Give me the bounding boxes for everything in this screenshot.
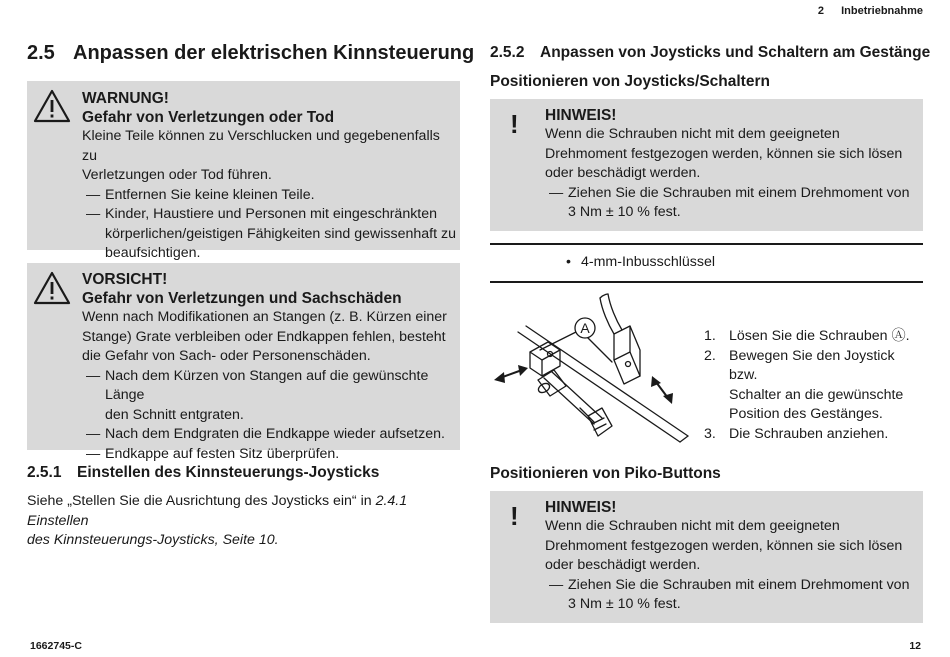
reference-text: Siehe „Stellen Sie die Ausrichtung des Joysticks ein“ in — [27, 493, 376, 509]
chapter-number: 2 — [817, 5, 825, 17]
warning-text — [82, 127, 457, 264]
list-item — [82, 445, 457, 465]
warning-label: WARNUNG! — [82, 90, 169, 107]
subheading-joysticks: Positionieren von Joysticks/Schaltern — [490, 73, 770, 90]
section-2-5-heading — [27, 42, 474, 65]
caution-text-line: Wenn nach Modifikationen an Stangen (z. B. Kürzen einer — [82, 309, 447, 325]
section-number: 2.5.1 — [27, 464, 62, 481]
section-title: Anpassen von Joysticks und Schaltern am Gestänge — [540, 44, 931, 61]
cross-reference[interactable]: des Kinnsteuerungs-Joysticks, Seite 10. — [27, 532, 279, 548]
list-item — [82, 205, 457, 264]
notice-box-1 — [490, 99, 923, 231]
running-header — [818, 5, 923, 17]
step-item — [704, 327, 924, 347]
tools-item — [566, 253, 715, 273]
notice-exclamation-icon: ! — [510, 109, 519, 139]
list-text: Ziehen Sie die Schrauben mit einem Drehmoment von — [568, 184, 910, 201]
notice-text-line: Wenn die Schrauben nicht mit dem geeigneten — [545, 126, 840, 142]
bullet: • — [566, 254, 571, 270]
section-2-5-1-text — [27, 492, 457, 551]
subheading-piko-buttons: Positionieren von Piko-Buttons — [490, 465, 721, 482]
caution-box — [27, 263, 460, 462]
steps-list — [704, 327, 924, 444]
joystick-mount-illustration — [490, 290, 690, 450]
list-dash: — — [86, 186, 101, 203]
step-item — [704, 347, 924, 425]
warning-triangle-icon — [33, 89, 71, 123]
notice-text-line: Wenn die Schrauben nicht mit dem geeigneten — [545, 518, 840, 534]
list-text: körperlichen/geistigen Fähigkeiten sind gewissenhaft zu — [105, 225, 456, 242]
list-item — [82, 367, 457, 426]
step-text: Position des Gestänges. — [729, 406, 883, 422]
notice-text — [545, 125, 917, 223]
notice-text-line: Drehmoment festgezogen werden, können sie sich lösen — [545, 537, 903, 554]
notice-exclamation-icon: ! — [510, 501, 519, 531]
list-dash: — — [549, 576, 564, 593]
doc-number: 1662745-C — [30, 640, 82, 652]
section-2-5-1-heading — [27, 464, 379, 482]
list-text: den Schnitt entgraten. — [105, 406, 244, 423]
list-text: 3 Nm ± 10 % fest. — [568, 596, 681, 612]
warning-text-line: Verletzungen oder Tod führen. — [82, 167, 272, 183]
step-number: 3. — [704, 425, 716, 442]
section-number: 2.5.2 — [490, 44, 525, 61]
section-2-5-2-heading — [490, 44, 930, 62]
list-text: Endkappe auf festen Sitz überprüfen. — [105, 445, 340, 462]
section-title: Anpassen der elektrischen Kinnsteuerung — [73, 42, 475, 64]
step-text: Lösen Sie die Schrauben Ⓐ. — [729, 328, 910, 344]
list-text: Nach dem Kürzen von Stangen auf die gewünschte Länge — [105, 367, 429, 403]
step-text: Die Schrauben anziehen. — [729, 425, 889, 442]
divider — [490, 243, 923, 245]
notice-label: HINWEIS! — [545, 499, 617, 516]
list-item — [545, 184, 917, 223]
tools-text: 4-mm-Inbusschlüssel — [580, 254, 716, 270]
step-text: Bewegen Sie den Joystick bzw. — [729, 347, 895, 383]
list-text: Kinder, Haustiere und Personen mit eingeschränkten — [105, 206, 438, 222]
caution-text-line: die Gefahr von Sach- oder Personenschäden. — [82, 348, 371, 364]
notice-label: HINWEIS! — [545, 107, 617, 124]
notice-box-2 — [490, 491, 923, 623]
section-number: 2.5 — [27, 42, 55, 64]
list-dash: — — [86, 426, 101, 442]
chapter-title: Inbetriebnahme — [841, 5, 923, 17]
caution-text — [82, 308, 457, 464]
list-dash: — — [86, 445, 101, 462]
callout-label: A — [580, 320, 590, 336]
notice-text-line: Drehmoment festgezogen werden, können sie sich lösen — [545, 145, 903, 162]
notice-text-line: oder beschädigt werden. — [545, 165, 701, 181]
divider — [490, 281, 923, 283]
list-text: Nach dem Endgraten die Endkappe wieder aufsetzen. — [105, 426, 445, 442]
caution-text-line: Stange) Grate verbleiben oder Endkappen fehlen, besteht — [82, 328, 446, 345]
warning-box — [27, 81, 460, 261]
list-dash: — — [86, 367, 101, 384]
step-item — [704, 425, 924, 445]
list-item — [82, 425, 457, 445]
list-text: Ziehen Sie die Schrauben mit einem Drehmoment von — [568, 576, 910, 593]
caution-title: Gefahr von Verletzungen und Sachschäden — [82, 290, 402, 307]
list-dash: — — [86, 206, 101, 222]
notice-text-line: oder beschädigt werden. — [545, 557, 701, 573]
list-item — [82, 186, 457, 206]
list-text: Entfernen Sie keine kleinen Teile. — [105, 186, 315, 203]
list-dash: — — [549, 184, 564, 201]
list-text: beaufsichtigen. — [105, 245, 201, 261]
section-title: Einstellen des Kinnsteuerungs-Joysticks — [77, 464, 380, 481]
page-number: 12 — [909, 640, 921, 652]
warning-text-line: Kleine Teile können zu Verschlucken und gegebenenfalls zu — [82, 128, 440, 164]
notice-text — [545, 517, 917, 615]
list-item — [545, 576, 917, 615]
warning-triangle-icon — [33, 271, 71, 305]
list-text: 3 Nm ± 10 % fest. — [568, 204, 681, 220]
step-number: 2. — [704, 347, 716, 364]
step-text: Schalter an die gewünschte — [729, 386, 904, 403]
warning-title: Gefahr von Verletzungen oder Tod — [82, 109, 335, 126]
cross-reference[interactable]: 2.4.1 Einstellen — [27, 493, 408, 529]
step-number: 1. — [704, 328, 716, 344]
caution-label: VORSICHT! — [82, 271, 168, 288]
